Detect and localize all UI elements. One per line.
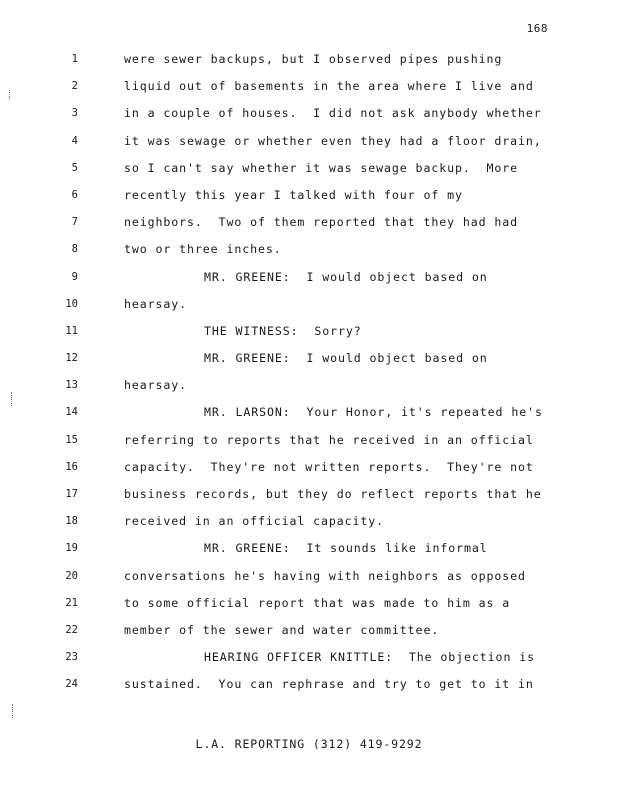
line-number: 6 [71, 188, 78, 201]
transcript-line [0, 376, 618, 403]
line-number: 13 [65, 379, 78, 392]
line-text: MR. GREENE: I would object based on [204, 351, 488, 366]
transcript-line [0, 621, 618, 648]
line-number: 16 [65, 460, 78, 473]
line-text: MR. LARSON: Your Honor, it's repeated he's [204, 405, 543, 420]
page-number: 168 [526, 22, 548, 35]
transcript-line [0, 322, 618, 349]
line-text: recently this year I talked with four of my [124, 187, 463, 202]
line-text: sustained. You can rephrase and try to get to it in [124, 677, 534, 692]
transcript-line [0, 77, 618, 104]
transcript-line [0, 213, 618, 240]
line-number: 1 [71, 53, 78, 65]
line-text: two or three inches. [124, 242, 282, 257]
line-number: 21 [65, 596, 78, 609]
transcript-line [0, 104, 618, 131]
line-text: HEARING OFFICER KNITTLE: The objection is [204, 650, 535, 665]
line-number: 24 [65, 678, 78, 691]
transcript-line [0, 648, 618, 675]
transcript-line [0, 594, 618, 621]
line-text: hearsay. [124, 296, 188, 311]
line-number: 20 [65, 569, 78, 582]
transcript-line [0, 485, 618, 512]
line-number: 11 [65, 324, 78, 337]
line-text: hearsay. [124, 378, 188, 393]
transcript-line [0, 403, 618, 430]
transcript-line [0, 50, 618, 77]
line-text: capacity. They're not written reports. They're not [124, 459, 534, 474]
transcript-line [0, 539, 618, 566]
transcript-line [0, 675, 618, 702]
line-text: MR. GREENE: I would object based on [204, 269, 488, 284]
transcript-line [0, 132, 618, 159]
line-text: conversations he's having with neighbors as opposed [124, 568, 526, 583]
line-number: 2 [71, 80, 78, 93]
reporter-footer: L.A. REPORTING (312) 419-9292 [195, 737, 423, 751]
transcript-line [0, 295, 618, 322]
transcript-lines [0, 50, 618, 703]
line-number: 22 [65, 623, 78, 636]
line-number: 4 [71, 134, 78, 147]
line-number: 18 [65, 515, 78, 528]
transcript-line [0, 512, 618, 539]
line-text: business records, but they do reflect reports that he [124, 487, 542, 501]
transcript-line [0, 268, 618, 295]
line-text: THE WITNESS: Sorry? [204, 323, 362, 338]
line-number: 8 [71, 243, 78, 256]
line-number: 23 [65, 651, 78, 664]
line-text: it was sewage or whether even they had a floor drain, [124, 133, 542, 148]
line-text: liquid out of basements in the area where I live and [124, 79, 534, 94]
line-number: 19 [65, 542, 78, 555]
line-number: 15 [65, 433, 78, 446]
line-number: 9 [71, 270, 78, 283]
line-number: 14 [65, 406, 78, 419]
line-number: 3 [71, 107, 78, 120]
line-text: member of the sewer and water committee. [124, 622, 440, 637]
transcript-line [0, 567, 618, 594]
transcript-line [0, 186, 618, 213]
line-text: referring to reports that he received in an official [124, 432, 534, 447]
transcript-line [0, 458, 618, 485]
line-number: 17 [65, 488, 78, 500]
transcript-line [0, 159, 618, 186]
line-text: neighbors. Two of them reported that they had had [124, 215, 519, 230]
line-text: received in an official capacity. [124, 514, 385, 529]
line-number: 10 [65, 297, 78, 310]
line-text: MR. GREENE: It sounds like informal [204, 541, 488, 556]
line-number: 5 [71, 161, 78, 174]
line-text: were sewer backups, but I observed pipes pushing [124, 52, 503, 66]
transcript-line [0, 431, 618, 458]
transcript-line [0, 240, 618, 267]
margin-mark [12, 704, 16, 718]
line-number: 7 [71, 216, 78, 229]
transcript-line [0, 349, 618, 376]
line-text: in a couple of houses. I did not ask anybody whether [124, 106, 542, 121]
line-number: 12 [65, 352, 78, 365]
line-text: so I can't say whether it was sewage backup. More [124, 160, 519, 175]
line-text: to some official report that was made to him as a [124, 595, 511, 610]
